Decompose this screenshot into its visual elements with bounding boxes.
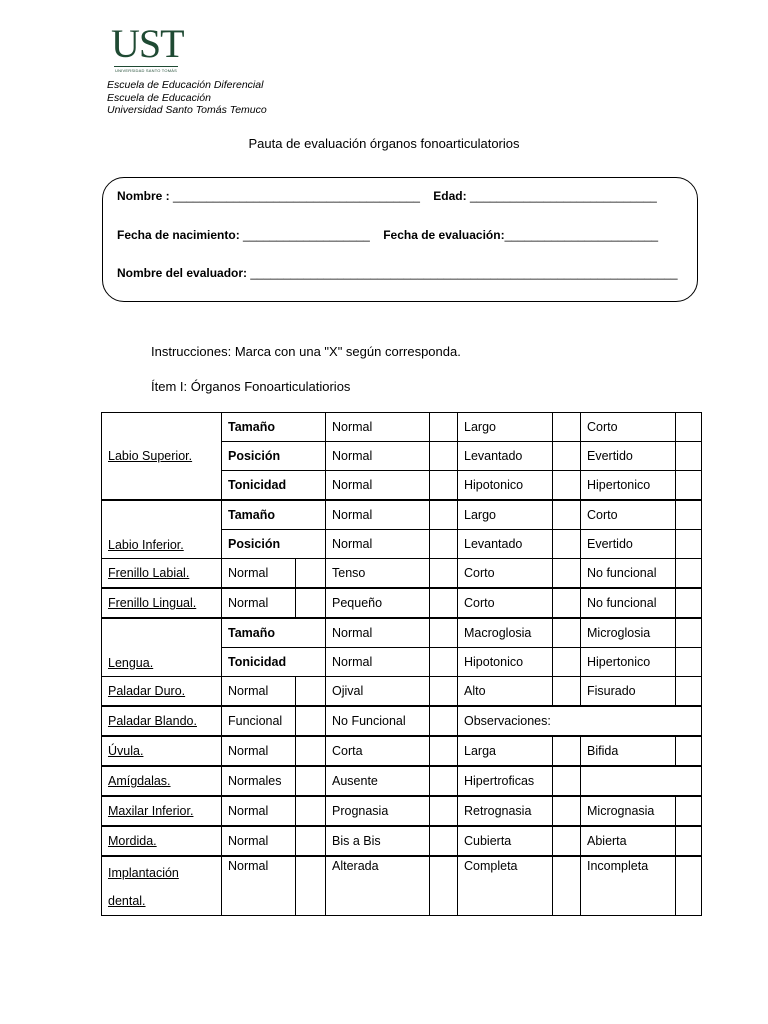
option-cell: Tenso <box>326 559 430 589</box>
mark-box[interactable] <box>430 856 458 916</box>
option-cell: Normal <box>222 856 296 916</box>
option-cell: Pequeño <box>326 588 430 618</box>
option-cell: Hipotonico <box>458 648 553 677</box>
option-cell: Normal <box>326 500 430 530</box>
row-label-frenillo-lingual: Frenillo Lingual. <box>102 588 222 618</box>
mark-box[interactable] <box>676 500 702 530</box>
sub-label: Tamaño <box>222 413 326 442</box>
table-row <box>102 706 702 736</box>
mark-box[interactable] <box>430 618 458 648</box>
mark-box[interactable] <box>430 442 458 471</box>
option-cell: Normal <box>222 559 296 589</box>
evaluation-table <box>101 412 702 916</box>
evaluador-label: Nombre del evaluador: <box>117 266 248 280</box>
mark-box[interactable] <box>676 471 702 501</box>
option-cell: Prognasia <box>326 796 430 826</box>
option-cell: No funcional <box>581 559 676 589</box>
mark-box[interactable] <box>553 826 581 856</box>
mark-box[interactable] <box>676 618 702 648</box>
row-label-maxilar-inferior: Maxilar Inferior. <box>102 796 222 826</box>
mark-box[interactable] <box>676 856 702 916</box>
info-line-fechas <box>117 228 658 242</box>
row-label-amigdalas: Amígdalas. <box>102 766 222 796</box>
sub-label: Tamaño <box>222 618 326 648</box>
evaluador-field[interactable]: ________________________________________________________________ <box>250 266 678 280</box>
implantacion-label-line-2: dental. <box>108 894 146 908</box>
mark-box[interactable] <box>296 559 326 589</box>
student-info-box <box>102 177 698 302</box>
option-cell: Ausente <box>326 766 430 796</box>
mark-box[interactable] <box>676 648 702 677</box>
table-row <box>102 500 702 530</box>
row-label-lengua: Lengua. <box>102 618 222 677</box>
option-cell: Normal <box>326 530 430 559</box>
document-title: Pauta de evaluación órganos fonoarticulatorios <box>248 136 520 151</box>
mark-box[interactable] <box>676 826 702 856</box>
option-cell: Corto <box>581 413 676 442</box>
mark-box[interactable] <box>676 413 702 442</box>
mark-box[interactable] <box>296 736 326 766</box>
mark-box[interactable] <box>676 530 702 559</box>
table-row <box>102 856 702 916</box>
instructions: Instrucciones: Marca con una "X" según corresponda. <box>151 344 461 359</box>
option-cell: Cubierta <box>458 826 553 856</box>
option-cell: Alto <box>458 677 553 707</box>
mark-box[interactable] <box>676 736 702 766</box>
evaluacion-label: Fecha de evaluación: <box>383 228 505 242</box>
mark-box[interactable] <box>430 471 458 501</box>
mark-box[interactable] <box>430 677 458 707</box>
row-label-labio-inferior: Labio Inferior. <box>102 500 222 559</box>
edad-field[interactable]: ____________________________ <box>469 189 657 203</box>
mark-box[interactable] <box>430 736 458 766</box>
option-cell: Hipertonico <box>581 471 676 501</box>
option-cell: Ojival <box>326 677 430 707</box>
sub-label: Tonicidad <box>222 648 326 677</box>
option-cell: Normal <box>222 796 296 826</box>
option-cell: Normal <box>222 736 296 766</box>
school-header <box>107 79 267 117</box>
option-cell: Normal <box>326 442 430 471</box>
nacimiento-label: Fecha de nacimiento: <box>117 228 240 242</box>
mark-box[interactable] <box>553 766 581 796</box>
option-cell: Normal <box>326 471 430 501</box>
table-row <box>102 618 702 648</box>
mark-box[interactable] <box>676 677 702 707</box>
option-cell: Normales <box>222 766 296 796</box>
row-label-paladar-duro: Paladar Duro. <box>102 677 222 707</box>
nacimiento-field[interactable]: ___________________ <box>243 228 370 242</box>
option-cell: Largo <box>458 500 553 530</box>
logo-divider <box>114 66 178 67</box>
mark-box[interactable] <box>676 796 702 826</box>
option-cell: Normal <box>326 413 430 442</box>
mark-box[interactable] <box>430 413 458 442</box>
empty-cell <box>581 766 702 796</box>
row-label-implantacion-dental <box>102 856 222 916</box>
mark-box[interactable] <box>553 648 581 677</box>
option-cell: Evertido <box>581 530 676 559</box>
table-row <box>102 588 702 618</box>
mark-box[interactable] <box>296 588 326 618</box>
option-cell: Evertido <box>581 442 676 471</box>
table-row <box>102 796 702 826</box>
option-cell: Retrognasia <box>458 796 553 826</box>
mark-box[interactable] <box>430 796 458 826</box>
mark-box[interactable] <box>553 471 581 501</box>
option-cell: No funcional <box>581 588 676 618</box>
option-cell: Normal <box>326 648 430 677</box>
option-cell: Funcional <box>222 706 296 736</box>
item-title: Ítem I: Órganos Fonoarticulatiorios <box>151 379 351 394</box>
mark-box[interactable] <box>553 736 581 766</box>
mark-box[interactable] <box>676 442 702 471</box>
mark-box[interactable] <box>430 500 458 530</box>
nombre-label: Nombre : <box>117 189 170 203</box>
option-cell: Alterada <box>326 856 430 916</box>
option-cell: Completa <box>458 856 553 916</box>
school-line-2: Escuela de Educación <box>107 91 211 104</box>
observaciones-cell[interactable]: Observaciones: <box>458 706 702 736</box>
info-line-nombre-edad <box>117 189 657 203</box>
sub-label: Tonicidad <box>222 471 326 501</box>
ust-logo <box>111 21 184 73</box>
logo-subtitle: UNIVERSIDAD SANTO TOMÁS <box>115 68 177 73</box>
mark-box[interactable] <box>296 796 326 826</box>
evaluacion-field[interactable]: _______________________ <box>504 228 659 242</box>
sub-label: Posición <box>222 442 326 471</box>
mark-box[interactable] <box>430 826 458 856</box>
option-cell: Normal <box>222 677 296 707</box>
row-label-mordida: Mordida. <box>102 826 222 856</box>
option-cell: Bis a Bis <box>326 826 430 856</box>
nombre-field[interactable]: _____________________________________ <box>173 189 420 203</box>
option-cell: Incompleta <box>581 856 676 916</box>
sub-label: Posición <box>222 530 326 559</box>
mark-box[interactable] <box>553 413 581 442</box>
row-label-frenillo-labial: Frenillo Labial. <box>102 559 222 589</box>
mark-box[interactable] <box>553 442 581 471</box>
option-cell: Corto <box>458 588 553 618</box>
row-label-paladar-blando: Paladar Blando. <box>102 706 222 736</box>
option-cell: Bifida <box>581 736 676 766</box>
mark-box[interactable] <box>553 530 581 559</box>
mark-box[interactable] <box>553 588 581 618</box>
option-cell: Microglosia <box>581 618 676 648</box>
option-cell: Corta <box>326 736 430 766</box>
mark-box[interactable] <box>430 766 458 796</box>
mark-box[interactable] <box>676 559 702 589</box>
option-cell: Micrognasia <box>581 796 676 826</box>
table-row <box>102 559 702 589</box>
option-cell: No Funcional <box>326 706 430 736</box>
option-cell: Abierta <box>581 826 676 856</box>
option-cell: Larga <box>458 736 553 766</box>
option-cell: Largo <box>458 413 553 442</box>
option-cell: Hipertonico <box>581 648 676 677</box>
option-cell: Hipertroficas <box>458 766 553 796</box>
mark-box[interactable] <box>296 826 326 856</box>
mark-box[interactable] <box>430 648 458 677</box>
mark-box[interactable] <box>553 559 581 589</box>
table-row <box>102 736 702 766</box>
sub-label: Tamaño <box>222 500 326 530</box>
option-cell: Corto <box>458 559 553 589</box>
option-cell: Hipotonico <box>458 471 553 501</box>
table-row <box>102 677 702 707</box>
option-cell: Levantado <box>458 530 553 559</box>
mark-box[interactable] <box>430 706 458 736</box>
mark-box[interactable] <box>430 530 458 559</box>
table-row <box>102 766 702 796</box>
mark-box[interactable] <box>553 500 581 530</box>
implantacion-label-line-1: Implantación <box>108 866 179 880</box>
mark-box[interactable] <box>296 677 326 707</box>
option-cell: Levantado <box>458 442 553 471</box>
option-cell: Normal <box>222 826 296 856</box>
mark-box[interactable] <box>296 706 326 736</box>
row-label-uvula: Úvula. <box>102 736 222 766</box>
school-line-1: Escuela de Educación Diferencial <box>107 79 264 91</box>
mark-box[interactable] <box>676 588 702 618</box>
mark-box[interactable] <box>296 856 326 916</box>
logo-text: UST <box>111 21 184 66</box>
table-row <box>102 826 702 856</box>
option-cell: Normal <box>222 588 296 618</box>
row-label-labio-superior: Labio Superior. <box>102 413 222 501</box>
info-line-evaluador <box>117 266 678 280</box>
mark-box[interactable] <box>553 677 581 707</box>
mark-box[interactable] <box>430 559 458 589</box>
mark-box[interactable] <box>430 588 458 618</box>
school-line-3: Universidad Santo Tomás Temuco <box>107 104 267 116</box>
mark-box[interactable] <box>296 766 326 796</box>
mark-box[interactable] <box>553 856 581 916</box>
mark-box[interactable] <box>553 796 581 826</box>
table-row <box>102 413 702 442</box>
option-cell: Macroglosia <box>458 618 553 648</box>
mark-box[interactable] <box>553 618 581 648</box>
option-cell: Normal <box>326 618 430 648</box>
option-cell: Fisurado <box>581 677 676 707</box>
edad-label: Edad: <box>433 189 467 203</box>
option-cell: Corto <box>581 500 676 530</box>
